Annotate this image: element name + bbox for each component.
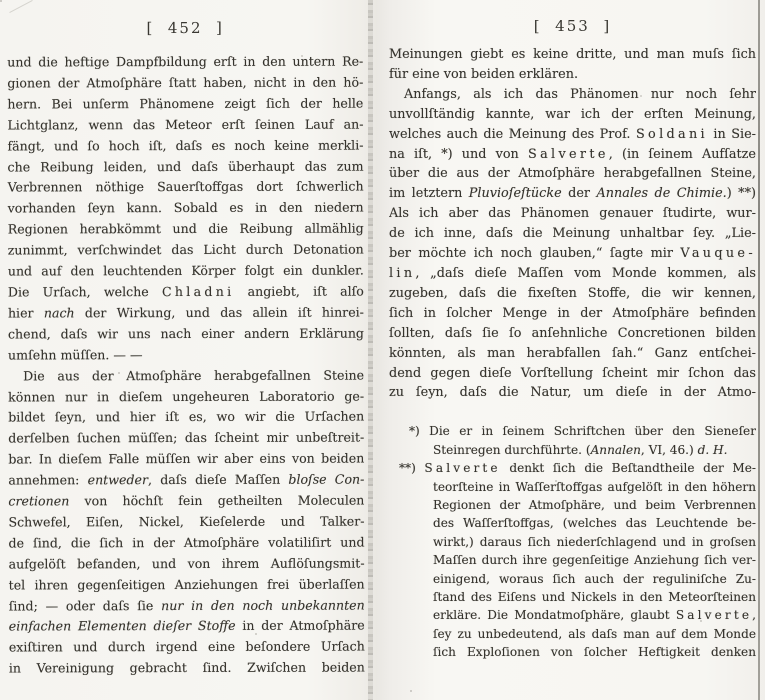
text-line: *) Die er in ſeinem Schriftchen über den Sieneſer	[409, 424, 756, 439]
scan-edge-line	[758, 0, 760, 700]
text-line: und die heftige Dampfbildung erſt in den untern Re-	[7, 53, 364, 70]
text-line: Regionen herabkömmt und die Reibung allmählig	[7, 220, 364, 237]
text-line: ſich in ſolcher Menge in der Atmoſphäre befinden	[389, 305, 756, 321]
text-line: zu ſeyn, daſs die Natur, um dieſe in der Atmo-	[389, 385, 756, 401]
text-line: Maſſen durch ihre gegenſeitige Anziehung ſich ver-	[433, 553, 756, 568]
text-line: chend, daſs wir uns nach einer andern Erklärung	[7, 325, 365, 342]
text-line: vorhanden ſeyn kann. Sobald es in den niedern	[7, 199, 364, 216]
text-line: derſelben ſuchen müſſen; das ſcheint mir unbeſtreit-	[8, 429, 365, 446]
text-line: Steinregen durchführte. (Annalen, VI, 46.) d. H.	[433, 442, 728, 457]
text-line: können nur in dieſem ungeheuren Laboratorio ge-	[8, 388, 365, 404]
text-line: umſehn müſſen. — —	[8, 346, 143, 363]
text-line: für eine von beiden erklären.	[389, 66, 579, 82]
text-line: über die aus der Atmoſphäre herabgefallnen Steine,	[389, 166, 756, 182]
text-line: einfachen Elementen dieſer Stoffe in der Atmoſphäre	[8, 618, 365, 634]
text-line: Die aus der Atmoſphäre herabgefallnen Steine	[23, 367, 365, 384]
text-line: na iſt, *) und von Salverte, (in ſeinem Aufſatze	[389, 146, 756, 162]
text-line: zugeben, daſs die fixeſten Stoffe, die wir kennen,	[389, 285, 756, 301]
text-line: de ſind, die ſich in der Atmoſphäre volatiliſirt und	[8, 534, 365, 551]
text-line: erkläre. Die Mondatmoſphäre, glaubt Salverte,	[433, 608, 756, 623]
text-line: cretionen von höchſt fein getheilten Moleculen	[8, 492, 365, 509]
text-line: und auf den leuchtenden Körper folgt ein dunkler.	[7, 262, 364, 279]
text-line: ſich Exploſionen von ſolcher Heftigkeit denken	[433, 645, 756, 660]
text-line: aufgelöſt befanden, und von ihrem Auflöſungsmit-	[8, 555, 365, 572]
page-number-452: [ 452 ]	[146, 18, 224, 38]
text-line: tel ihren gegenſeitigen Anziehungen frei überlaſſen	[8, 576, 365, 593]
text-line: lin, „daſs dieſe Maſſen vom Monde kommen, als	[389, 265, 756, 281]
text-line: Die Urſach, welche Chladni angiebt, iſt alſo	[7, 283, 364, 300]
text-line: ſtand des Eiſens und Nickels in den Meteorſteinen	[433, 589, 756, 604]
page-452	[7, 0, 365, 680]
text-line: Anfangs, als ich das Phänomen nur noch ſehr	[404, 86, 756, 102]
text-line: wirkt,) daraus ſich niederſchlagend und in groſsen	[433, 534, 756, 549]
page-number-453: [ 453 ]	[533, 17, 612, 35]
text-line: teorſteine in Waſſerſtoffgas aufgelöſt in den höhern	[433, 479, 756, 494]
text-line: bar. In dieſem Falle müſſen wir aber eins von beiden	[8, 450, 365, 467]
text-line: hier nach der Wirkung, und das allein iſt hinrei-	[7, 304, 364, 321]
text-line: **) Salverte denkt ſich die Beſtandtheile der Me-	[399, 461, 756, 476]
text-line: unvollſtändig kannte, war ich der erſten Meinung,	[389, 106, 756, 122]
text-line: ſollten, daſs ſie ſo anſehnliche Concretionen bilden	[389, 325, 756, 341]
text-line: Verbrennen nöthige Sauerſtoffgas dort ſchwerlich	[7, 178, 364, 195]
book-gutter	[368, 0, 373, 700]
text-line: bildet ſeyn, und hier iſt es, wo wir die Urſachen	[8, 408, 365, 425]
text-line: welches auch die Meinung des Prof. Soldani in Sie-	[389, 126, 756, 142]
text-line: exiſtiren und durch irgend eine beſondere Urſach	[8, 638, 365, 655]
text-line: annehmen: entweder, daſs dieſe Maſſen bloſse Con-	[8, 471, 365, 488]
text-line: Meinungen giebt es keine dritte, und man muſs ſich	[389, 47, 756, 62]
text-line: che Reibung leiden, und daſs überhaupt das zum	[7, 158, 364, 174]
page-452-text	[7, 52, 365, 680]
text-line: ber möchte ich noch glauben,“ ſagte mir Vauque-	[389, 246, 756, 262]
text-line: könnten, als man herabfallen ſah.“ Ganz entſchei-	[389, 345, 756, 361]
text-line: im letztern Pluvioſeſtücke der Annales de Chimie.) **)	[389, 186, 756, 202]
text-line: einigend, woraus ſich auch der reguliniſche Zu-	[433, 571, 756, 586]
text-line: ſey zu unbedeutend, als daſs man auf dem Monde	[433, 626, 756, 641]
text-line: Regionen der Atmoſphäre, und beim Verbrennen	[433, 497, 756, 512]
text-line: in Vereinigung gebracht ſind. Zwiſchen beiden	[8, 659, 365, 676]
text-line: des Waſſerſtoffgas, (welches das Leuchtende be-	[433, 516, 756, 531]
text-line: hern. Bei unſerm Phänomene zeigt ſich der helle	[7, 95, 364, 112]
text-line: zunimmt, verſchwindet das Licht durch Detonation	[7, 241, 364, 258]
scan-speckles	[0, 0, 2, 2]
text-line: Als ich aber das Phänomen genauer ſtudirte, wur-	[389, 206, 756, 222]
text-line: Schwefel, Eiſen, Nickel, Kieſelerde und Talker-	[8, 513, 365, 530]
page-453-text	[389, 45, 756, 403]
text-line: de ich inne, daſs die Meinung unhaltbar ſey. „Lie-	[389, 226, 756, 242]
text-line: gionen der Atmoſphäre ſtatt haben, nicht in den hö-	[7, 74, 364, 91]
text-line: dend gegen dieſe Vorſtellung ſcheint mir ſchon das	[389, 365, 756, 381]
text-line: Lichtglanz, wenn das Meteor erſt ſeinen Lauf an-	[7, 116, 364, 133]
page-453	[389, 0, 756, 662]
text-line: fängt, und ſo hoch iſt, daſs es noch keine merkli-	[7, 137, 364, 154]
page-453-footnotes	[389, 422, 756, 661]
text-line: ſind; — oder daſs ſie nur in den noch unbekannten	[8, 597, 365, 614]
